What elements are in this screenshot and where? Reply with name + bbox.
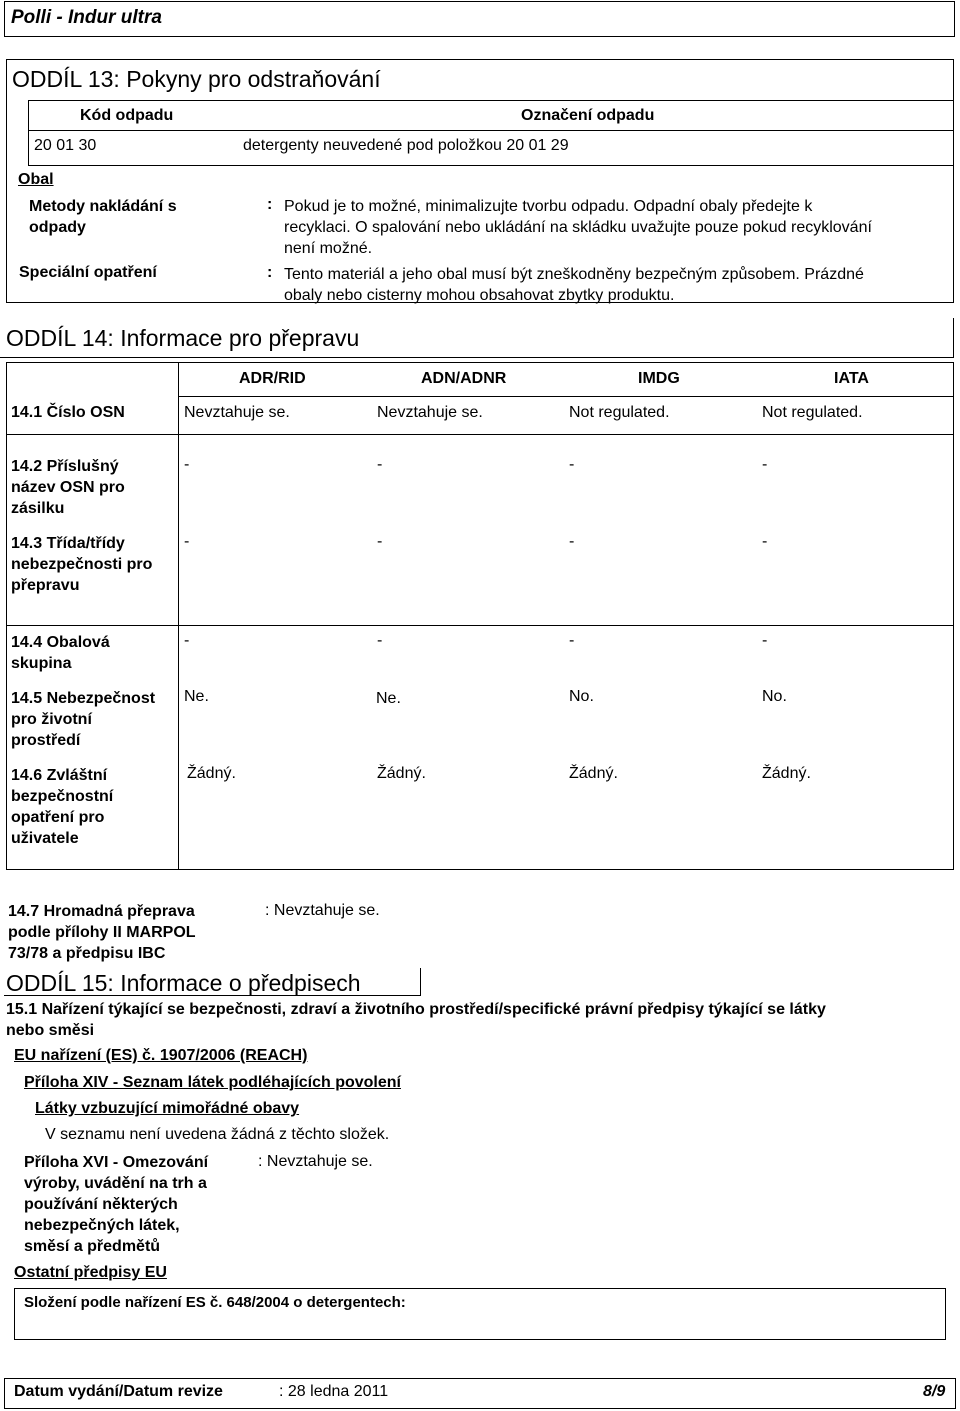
label-line: skupina [11,655,72,672]
label-line: 73/78 a předpisu IBC [8,945,166,962]
specialni-colon: : [267,264,273,281]
annex14-heading: Příloha XIV - Seznam látek podléhajících povolení [24,1074,401,1091]
svhc-text: V seznamu není uvedena žádná z těchto složek. [45,1126,390,1143]
row-environment-imdg: No. [569,688,594,705]
label-line: zásilku [11,500,65,517]
transport-row1-rule [6,434,954,435]
regulation-subtitle [6,999,826,1041]
label-line: opatření pro [11,809,105,826]
label-line: název OSN pro [11,479,125,496]
row-precautions-adn: Žádný. [377,765,426,782]
footer-page-number: 8/9 [923,1383,946,1400]
row-un-number-iata: Not regulated. [762,404,863,421]
metody-label-line: Metody nakládání s [29,198,177,215]
metody-text-line: není možné. [284,240,373,257]
footer-date-value: : 28 ledna 2011 [279,1383,389,1400]
row-hazard-class-adn: - [377,533,383,550]
row-precautions-imdg: Žádný. [569,765,618,782]
row-packing-group-adn: - [377,632,383,649]
annex16-value: : Nevztahuje se. [258,1153,373,1170]
metody-colon: : [267,196,273,213]
waste-name: detergenty neuvedené pod položkou 20 01 29 [243,137,569,154]
row-un-number-imdg: Not regulated. [569,404,670,421]
row-shipping-name-iata: - [762,456,768,473]
row-environment-adn: Ne. [376,690,401,707]
specialni-text-line: obaly nebo cisterny mohou obsahovat zbytky produktu. [284,287,675,304]
row-packing-group-imdg: - [569,632,575,649]
row-hazard-class-iata: - [762,533,768,550]
label-line: podle přílohy II MARPOL [8,924,196,941]
waste-name-header: Označení odpadu [521,107,655,124]
detergent-heading: Složení podle nařízení ES č. 648/2004 o detergentech: [24,1294,406,1311]
bulk-transport-value: : Nevztahuje se. [265,902,380,919]
transport-header-adn: ADN/ADNR [421,370,507,387]
annex16-label [24,1152,208,1257]
row-environment-adr: Ne. [184,688,209,705]
label-line: uživatele [11,830,79,847]
row-precautions-iata: Žádný. [762,765,811,782]
bulk-transport-label [8,901,196,964]
metody-label [29,196,177,238]
row-precautions-label [11,765,113,849]
metody-text [284,196,872,259]
label-line: 14.3 Třída/třídy [11,535,125,552]
transport-header-adr: ADR/RID [239,370,306,387]
transport-header-imdg: IMDG [638,370,680,387]
label-line: nebezpečnosti pro [11,556,153,573]
row-shipping-name-label [11,456,125,519]
waste-table-rule [28,130,954,131]
label-line: 14.7 Hromadná přeprava [8,903,195,920]
row-environment-iata: No. [762,688,787,705]
row-shipping-name-adn: - [377,456,383,473]
specialni-label: Speciální opatření [19,264,157,281]
row-environment-label [11,688,155,751]
label-line: prostředí [11,732,81,749]
row-packing-group-label [11,632,110,674]
row-packing-group-adr: - [184,632,190,649]
metody-text-line: Pokud je to možné, minimalizujte tvorbu odpadu. Odpadní obaly předejte k [284,198,813,215]
label-line: výroby, uvádění na trh a [24,1175,207,1192]
label-line: 14.2 Příslušný [11,458,119,475]
row-hazard-class-adr: - [184,533,190,550]
transport-table [6,362,954,870]
label-line: 14.4 Obalová [11,634,110,651]
metody-label-line: odpady [29,219,86,236]
row-hazard-class-label [11,533,152,596]
label-line: nebezpečných látek, [24,1217,180,1234]
waste-code: 20 01 30 [34,137,97,154]
label-line: 14.6 Zvláštní [11,767,108,784]
label-line: přepravu [11,577,80,594]
subtitle-line: 15.1 Nařízení týkající se bezpečnosti, zdraví a životního prostředí/specifické právní předpisy týkající se látky [6,1001,826,1018]
section15-title: ODDÍL 15: Informace o předpisech [6,970,361,996]
metody-text-line: recyklaci. O spalování nebo ukládání na skládku uvažujte pouze pokud recyklování [284,219,872,236]
label-line: směsí a předmětů [24,1238,161,1255]
other-eu-heading: Ostatní předpisy EU [14,1264,167,1281]
obal-heading: Obal [18,171,54,188]
row-precautions-adr: Žádný. [187,765,236,782]
transport-row3-rule [6,625,954,626]
specialni-text-line: Tento materiál a jeho obal musí být zneškodněny bezpečným způsobem. Prázdné [284,266,864,283]
row-un-number-label: 14.1 Číslo OSN [11,404,125,421]
transport-header-iata: IATA [834,370,869,387]
row-shipping-name-adr: - [184,456,190,473]
svhc-heading: Látky vzbuzující mimořádné obavy [35,1100,300,1117]
footer-date-label: Datum vydání/Datum revize [14,1383,223,1400]
transport-header-rule [178,396,954,397]
specialni-text [284,264,864,306]
row-un-number-adr: Nevztahuje se. [184,404,290,421]
row-un-number-adn: Nevztahuje se. [377,404,483,421]
row-hazard-class-imdg: - [569,533,575,550]
subtitle-line: nebo směsi [6,1022,95,1039]
row-shipping-name-imdg: - [569,456,575,473]
section13-title: ODDÍL 13: Pokyny pro odstraňování [12,66,381,92]
section14-title: ODDÍL 14: Informace pro přepravu [6,325,360,351]
label-line: bezpečnostní [11,788,114,805]
label-line: 14.5 Nebezpečnost [11,690,156,707]
eu-reach-heading: EU nařízení (ES) č. 1907/2006 (REACH) [14,1047,308,1064]
transport-col-rule [178,362,179,870]
label-line: Příloha XVI - Omezování [24,1154,209,1171]
row-packing-group-iata: - [762,632,768,649]
document-title: Polli - Indur ultra [11,7,162,28]
label-line: pro životní [11,711,92,728]
label-line: používání některých [24,1196,178,1213]
waste-code-header: Kód odpadu [80,107,174,124]
